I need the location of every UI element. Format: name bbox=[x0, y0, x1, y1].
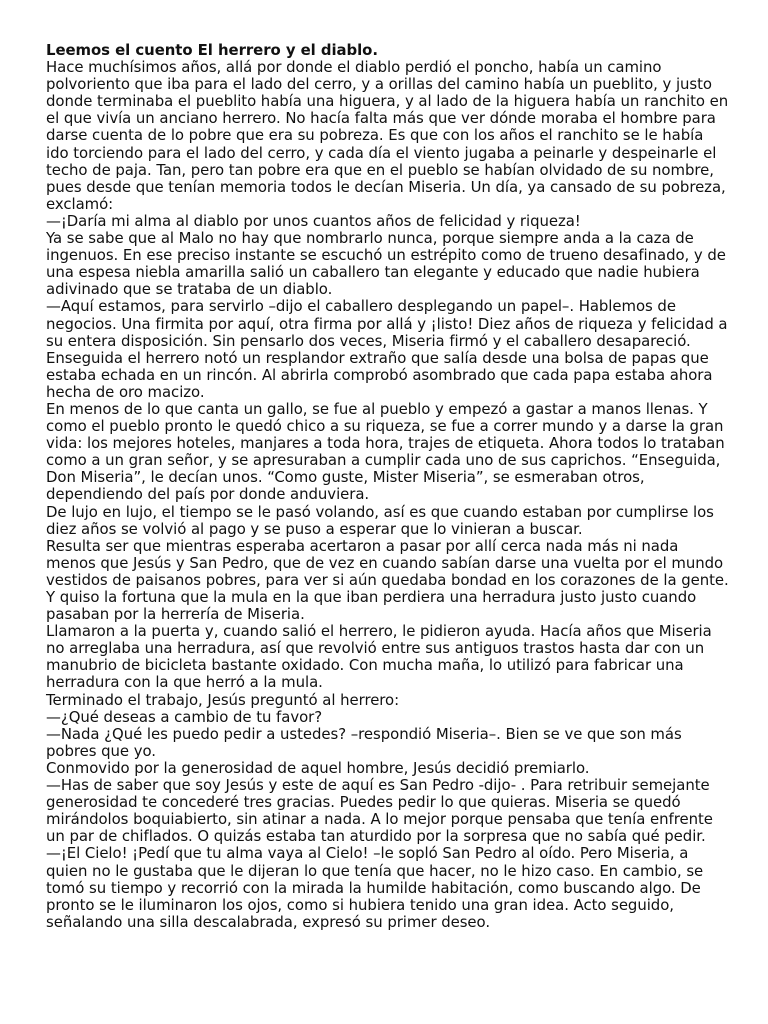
paragraph: De lujo en lujo, el tiempo se le pasó volando, así es que cuando estaban por cumplirse los diez años se volvió al pago y se puso a esperar que lo vinieran a buscar. bbox=[46, 502, 714, 538]
paragraph: Ya se sabe que al Malo no hay que nombrarlo nunca, porque siempre anda a la caza de ingenuos. En ese preciso instante se escuchó un estrépito como de trueno desafinado, y de una espesa niebla amarilla salió un caballero tan elegante y educado que nadie hubiera adivinado que se trataba de un diablo. bbox=[46, 229, 726, 299]
paragraph: Terminado el trabajo, Jesús preguntó al herrero: bbox=[46, 690, 400, 709]
paragraph: —¡Daría mi alma al diablo por unos cuantos años de felicidad y riqueza! bbox=[46, 211, 581, 230]
paragraph: —¡El Cielo! ¡Pedí que tu alma vaya al Cielo! –le sopló San Pedro al oído. Pero Miseria, a quien no le gustaba que le dijeran lo que tenía que hacer, no le hizo caso. En cambio, se tomó su tiempo y recorrió con la mirada la humilde habitación, como buscando algo. De pronto se le iluminaron los ojos, como si hubiera tenido una gran idea. Acto seguido, señalando una silla descalabrada, expresó su primer deseo. bbox=[46, 844, 704, 931]
paragraph: —Has de saber que soy Jesús y este de aquí es San Pedro -dijo- . Para retribuir semejante generosidad te concederé tres gracias. Puedes pedir lo que quieras. Miseria se quedó mirándolos boquiabierto, sin atinar a nada. A lo mejor porque pensaba que tenía enfrente un par de chiflados. O quizás estaba tan aturdido por la sorpresa que no sabía qué pedir. bbox=[46, 776, 713, 846]
paragraph: —Aquí estamos, para servirlo –dijo el caballero desplegando un papel–. Hablemos de negocios. Una firmita por aquí, otra firma por allá y ¡listo! Diez años de riqueza y felicidad a su entera disposición. Sin pensarlo dos veces, Miseria firmó y el caballero desapareció. Enseguida el herrero notó un resplandor extraño que salía desde una bolsa de papas que estaba echada en un rincón. Al abrirla comprobó asombrado que cada papa estaba ahora hecha de oro macizo. bbox=[46, 297, 728, 401]
paragraph: —¿Qué deseas a cambio de tu favor? bbox=[46, 707, 323, 726]
paragraph: En menos de lo que canta un gallo, se fue al pueblo y empezó a gastar a manos llenas. Y como el pueblo pronto le quedó chico a su riqueza, se fue a correr mundo y a darse la gran vida: los mejores hoteles, manjares a toda hora, trajes de etiqueta. Ahora todos lo trataban como a un gran señor, y se apresuraban a cumplir cada uno de sus caprichos. “Enseguida, Don Miseria”, le decían unos. “Como guste, Mister Miseria”, se esmeraban otros, dependiendo del país por donde anduviera. bbox=[46, 399, 725, 504]
paragraph: Conmovido por la generosidad de aquel hombre, Jesús decidió premiarlo. bbox=[46, 758, 590, 777]
paragraph: Hace muchísimos años, allá por donde el diablo perdió el poncho, había un camino polvoriento que iba para el lado del cerro, y a orillas del camino había un pueblito, y justo donde terminaba el pueblito había una higuera, y al lado de la higuera había un ranchito en el que vivía un anciano herrero. No hacía falta más que ver dónde moraba el hombre para darse cuenta de lo pobre que era su pobreza. Es que con los años el ranchito se le había ido torciendo para el lado del cerro, y cada día el viento jugaba a peinarle y despeinarle el techo de paja. Tan, pero tan pobre era que en el pueblo se habían olvidado de su nombre, pues desde que tenían memoria todos le decían Miseria. Un día, ya cansado de su pobreza, exclamó: bbox=[46, 58, 729, 213]
document-title: Leemos el cuento El herrero y el diablo. bbox=[46, 41, 378, 59]
paragraph: Llamaron a la puerta y, cuando salió el herrero, le pidieron ayuda. Hacía años que Miseria no arreglaba una herradura, así que revolvió entre sus antiguos trastos hasta dar con un manubrio de bicicleta bastante oxidado. Con mucha maña, lo utilizó para fabricar una herradura con la que herró a la mula. bbox=[46, 622, 712, 692]
document-page bbox=[46, 42, 730, 931]
paragraph: —Nada ¿Qué les puedo pedir a ustedes? –respondió Miseria–. Bien se ve que son más pobres que yo. bbox=[46, 724, 682, 760]
paragraph: Resulta ser que mientras esperaba acertaron a pasar por allí cerca nada más ni nada menos que Jesús y San Pedro, que de vez en cuando sabían darse una vuelta por el mundo vestidos de paisanos pobres, para ver si aún quedaba bondad en los corazones de la gente. Y quiso la fortuna que la mula en la que iban perdiera una herradura justo justo cuando pasaban por la herrería de Miseria. bbox=[46, 536, 729, 624]
